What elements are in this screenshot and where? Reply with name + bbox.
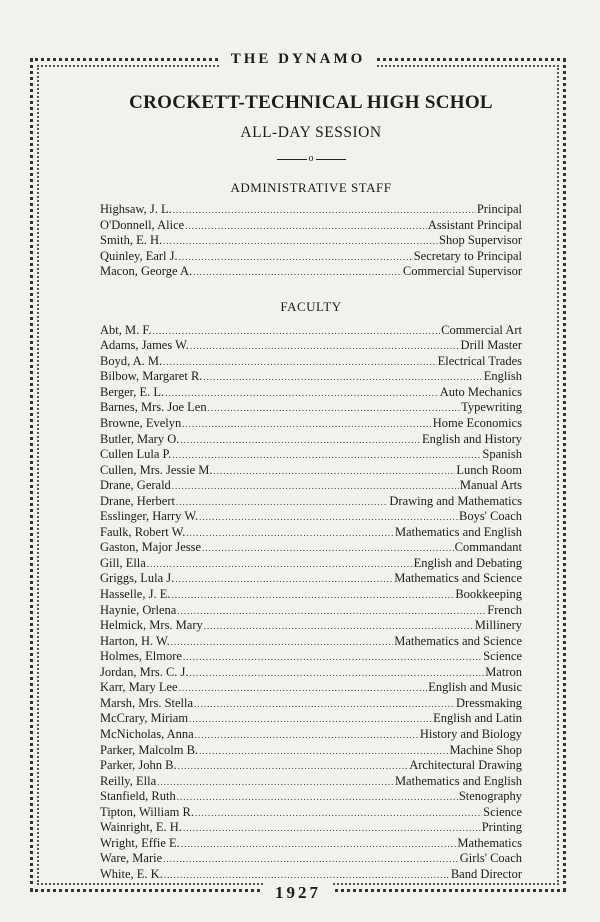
dot-leader (147, 557, 413, 572)
staff-name: Wright, Effie E. (100, 835, 180, 850)
dot-leader (164, 868, 450, 883)
staff-name: Boyd, A. M. (100, 353, 163, 368)
faculty-heading: FACULTY (280, 298, 342, 314)
staff-role: Assistant Principal (427, 217, 522, 232)
dot-leader (175, 572, 393, 587)
staff-row (100, 571, 522, 587)
staff-row (100, 727, 522, 743)
staff-role: Commandant (454, 540, 522, 555)
dot-leader (171, 635, 393, 650)
dot-leader (171, 588, 454, 603)
staff-row (100, 587, 522, 603)
roster-content (100, 92, 522, 882)
staff-role: Spanish (482, 447, 522, 462)
staff-name: Drane, Herbert (100, 493, 175, 508)
staff-name: McCrary, Miriam (100, 711, 189, 726)
staff-name: Drane, Gerald (100, 478, 171, 493)
staff-name: Berger, E. L. (100, 384, 165, 399)
staff-name: Parker, John B. (100, 758, 177, 773)
staff-row (100, 680, 522, 696)
staff-row (100, 867, 522, 883)
staff-role: Millinery (474, 618, 522, 633)
staff-role: Drawing and Mathematics (389, 493, 522, 508)
dot-leader (189, 712, 432, 727)
staff-name: Faulk, Robert W. (100, 524, 186, 539)
staff-role: Boys' Coach (458, 509, 522, 524)
dot-leader (182, 417, 432, 432)
staff-row (100, 618, 522, 634)
dot-leader (204, 619, 474, 634)
staff-row (100, 385, 522, 401)
dot-leader (157, 775, 394, 790)
staff-role: Commercial Art (441, 322, 522, 337)
staff-role: Shop Supervisor (439, 233, 522, 248)
faculty-list (100, 323, 522, 883)
staff-name: Browne, Evelyn (100, 416, 182, 431)
staff-role: English and Latin (433, 711, 522, 726)
dot-leader (165, 386, 439, 401)
staff-name: Gaston, Major Jesse (100, 540, 202, 555)
page-header (30, 50, 566, 68)
staff-name: Stanfield, Ruth (100, 789, 176, 804)
staff-role: Electrical Trades (437, 353, 522, 368)
staff-role: Machine Shop (449, 742, 522, 757)
dot-leader (178, 759, 409, 774)
dot-leader (179, 250, 413, 265)
staff-row (100, 820, 522, 836)
staff-row (100, 540, 522, 556)
staff-role: English and Music (428, 680, 522, 695)
staff-name: Highsaw, J. L. (100, 202, 172, 216)
staff-row (100, 774, 522, 790)
staff-name: White, E. K. (100, 866, 163, 881)
staff-row (100, 634, 522, 650)
dot-leader (163, 852, 459, 867)
staff-name: Cullen, Mrs. Jessie M. (100, 462, 213, 477)
staff-row (100, 789, 522, 805)
staff-role: Stenography (458, 789, 522, 804)
staff-row (100, 249, 522, 265)
staff-role: Secretary to Principal (413, 248, 522, 263)
staff-name: Tipton, William R. (100, 804, 194, 819)
staff-role: Commercial Supervisor (402, 264, 522, 279)
staff-row (100, 603, 522, 619)
staff-name: Wainright, E. H. (100, 820, 182, 835)
staff-role: Principal (476, 202, 522, 216)
staff-row (100, 836, 522, 852)
staff-role: French (487, 602, 522, 617)
staff-name: Abt, M. F. (100, 322, 152, 337)
staff-row (100, 696, 522, 712)
admin-staff-list (100, 202, 522, 280)
dot-leader (203, 370, 482, 385)
staff-role: Mathematics and Science (394, 633, 522, 648)
staff-row (100, 447, 522, 463)
staff-row (100, 432, 522, 448)
staff-name: Parker, Malcolm B. (100, 742, 199, 757)
dot-leader (152, 324, 440, 339)
publication-title: THE DYNAMO (219, 51, 378, 68)
staff-name: Macon, George A. (100, 264, 193, 279)
dot-leader (172, 479, 459, 494)
dot-leader (199, 510, 458, 525)
dot-leader (173, 203, 476, 218)
staff-role: Mathematics and English (394, 773, 522, 788)
staff-row (100, 218, 522, 234)
staff-role: English and History (422, 431, 522, 446)
staff-row (100, 758, 522, 774)
staff-row (100, 649, 522, 665)
staff-row (100, 354, 522, 370)
staff-name: Ware, Marie (100, 851, 163, 866)
admin-staff-heading: ADMINISTRATIVE STAFF (230, 180, 392, 195)
staff-row (100, 264, 522, 280)
dot-leader (179, 681, 428, 696)
dot-leader (199, 744, 448, 759)
divider-circle: o (308, 153, 314, 164)
dot-leader (190, 339, 460, 354)
divider-line-left (277, 159, 307, 160)
dot-leader (190, 666, 485, 681)
staff-role: Printing (481, 820, 522, 835)
staff-row (100, 416, 522, 432)
staff-row (100, 338, 522, 354)
dot-leader (177, 790, 458, 805)
page-footer (30, 882, 566, 904)
staff-role: Girls' Coach (459, 851, 522, 866)
staff-row (100, 323, 522, 339)
staff-role: Architectural Drawing (409, 758, 522, 773)
dot-leader (177, 604, 486, 619)
staff-name: Barnes, Mrs. Joe Len (100, 400, 207, 415)
staff-name: Butler, Mary O. (100, 431, 180, 446)
dot-leader (195, 806, 482, 821)
staff-name: Griggs, Lula J. (100, 571, 175, 586)
staff-name: O'Donnell, Alice (100, 217, 185, 232)
staff-role: Matron (485, 664, 522, 679)
staff-role: Drill Master (460, 338, 522, 353)
dot-leader (163, 234, 438, 249)
staff-role: Manual Arts (459, 478, 522, 493)
dot-leader (181, 837, 457, 852)
staff-name: Holmes, Elmore (100, 649, 182, 664)
staff-row (100, 478, 522, 494)
dot-leader (214, 464, 456, 479)
staff-row (100, 463, 522, 479)
dot-leader (180, 433, 421, 448)
staff-row (100, 805, 522, 821)
staff-name: McNicholas, Anna (100, 726, 194, 741)
staff-name: Helmick, Mrs. Mary (100, 618, 203, 633)
staff-role: Band Director (450, 866, 522, 881)
staff-role: English and Debating (413, 555, 522, 570)
staff-role: Science (483, 804, 522, 819)
staff-row (100, 369, 522, 385)
staff-role: Mathematics and Science (394, 571, 522, 586)
dot-leader (195, 728, 419, 743)
staff-name: Bilbow, Margaret R. (100, 369, 203, 384)
staff-role: Dressmaking (456, 695, 522, 710)
staff-row (100, 202, 522, 218)
staff-row (100, 851, 522, 867)
staff-role: Science (483, 649, 522, 664)
school-name: CROCKETT-TECHNICAL HIGH SCHOL (129, 92, 493, 113)
staff-name: Adams, James W. (100, 338, 189, 353)
staff-name: Esslinger, Harry W. (100, 509, 199, 524)
staff-name: Reilly, Ella (100, 773, 157, 788)
year-label: 1927 (263, 883, 333, 903)
staff-name: Karr, Mary Lee (100, 680, 178, 695)
dot-leader (176, 495, 388, 510)
staff-row (100, 509, 522, 525)
staff-row (100, 400, 522, 416)
session-subtitle: ALL-DAY SESSION (240, 124, 382, 141)
dot-leader (186, 526, 394, 541)
staff-row (100, 556, 522, 572)
dot-leader (172, 448, 481, 463)
staff-role: Bookkeeping (455, 587, 522, 602)
dot-leader (193, 265, 402, 280)
staff-name: Hasselle, J. E. (100, 587, 171, 602)
staff-name: Haynie, Orlena (100, 602, 177, 617)
staff-role: Mathematics (457, 835, 522, 850)
staff-role: Lunch Room (456, 462, 522, 477)
dot-leader (183, 821, 481, 836)
staff-row (100, 233, 522, 249)
dot-leader (185, 219, 427, 234)
dot-leader (163, 355, 436, 370)
staff-row (100, 525, 522, 541)
staff-row (100, 665, 522, 681)
staff-name: Smith, E. H. (100, 233, 163, 248)
staff-name: Marsh, Mrs. Stella (100, 695, 194, 710)
staff-role: History and Biology (419, 726, 522, 741)
staff-name: Harton, H. W. (100, 633, 170, 648)
staff-name: Cullen Lula P. (100, 447, 172, 462)
staff-row (100, 711, 522, 727)
staff-row (100, 494, 522, 510)
ornament-divider (100, 154, 522, 164)
dot-leader (194, 697, 455, 712)
dot-leader (183, 650, 482, 665)
staff-role: English (483, 369, 522, 384)
staff-role: Home Economics (432, 416, 522, 431)
staff-row (100, 743, 522, 759)
staff-role: Typewriting (461, 400, 522, 415)
dot-leader (202, 541, 454, 556)
staff-role: Auto Mechanics (439, 384, 522, 399)
staff-name: Gill, Ella (100, 555, 146, 570)
divider-line-right (316, 159, 346, 160)
staff-name: Quinley, Earl J. (100, 248, 178, 263)
staff-name: Jordan, Mrs. C. J. (100, 664, 189, 679)
dot-leader (208, 401, 461, 416)
staff-role: Mathematics and English (394, 524, 522, 539)
